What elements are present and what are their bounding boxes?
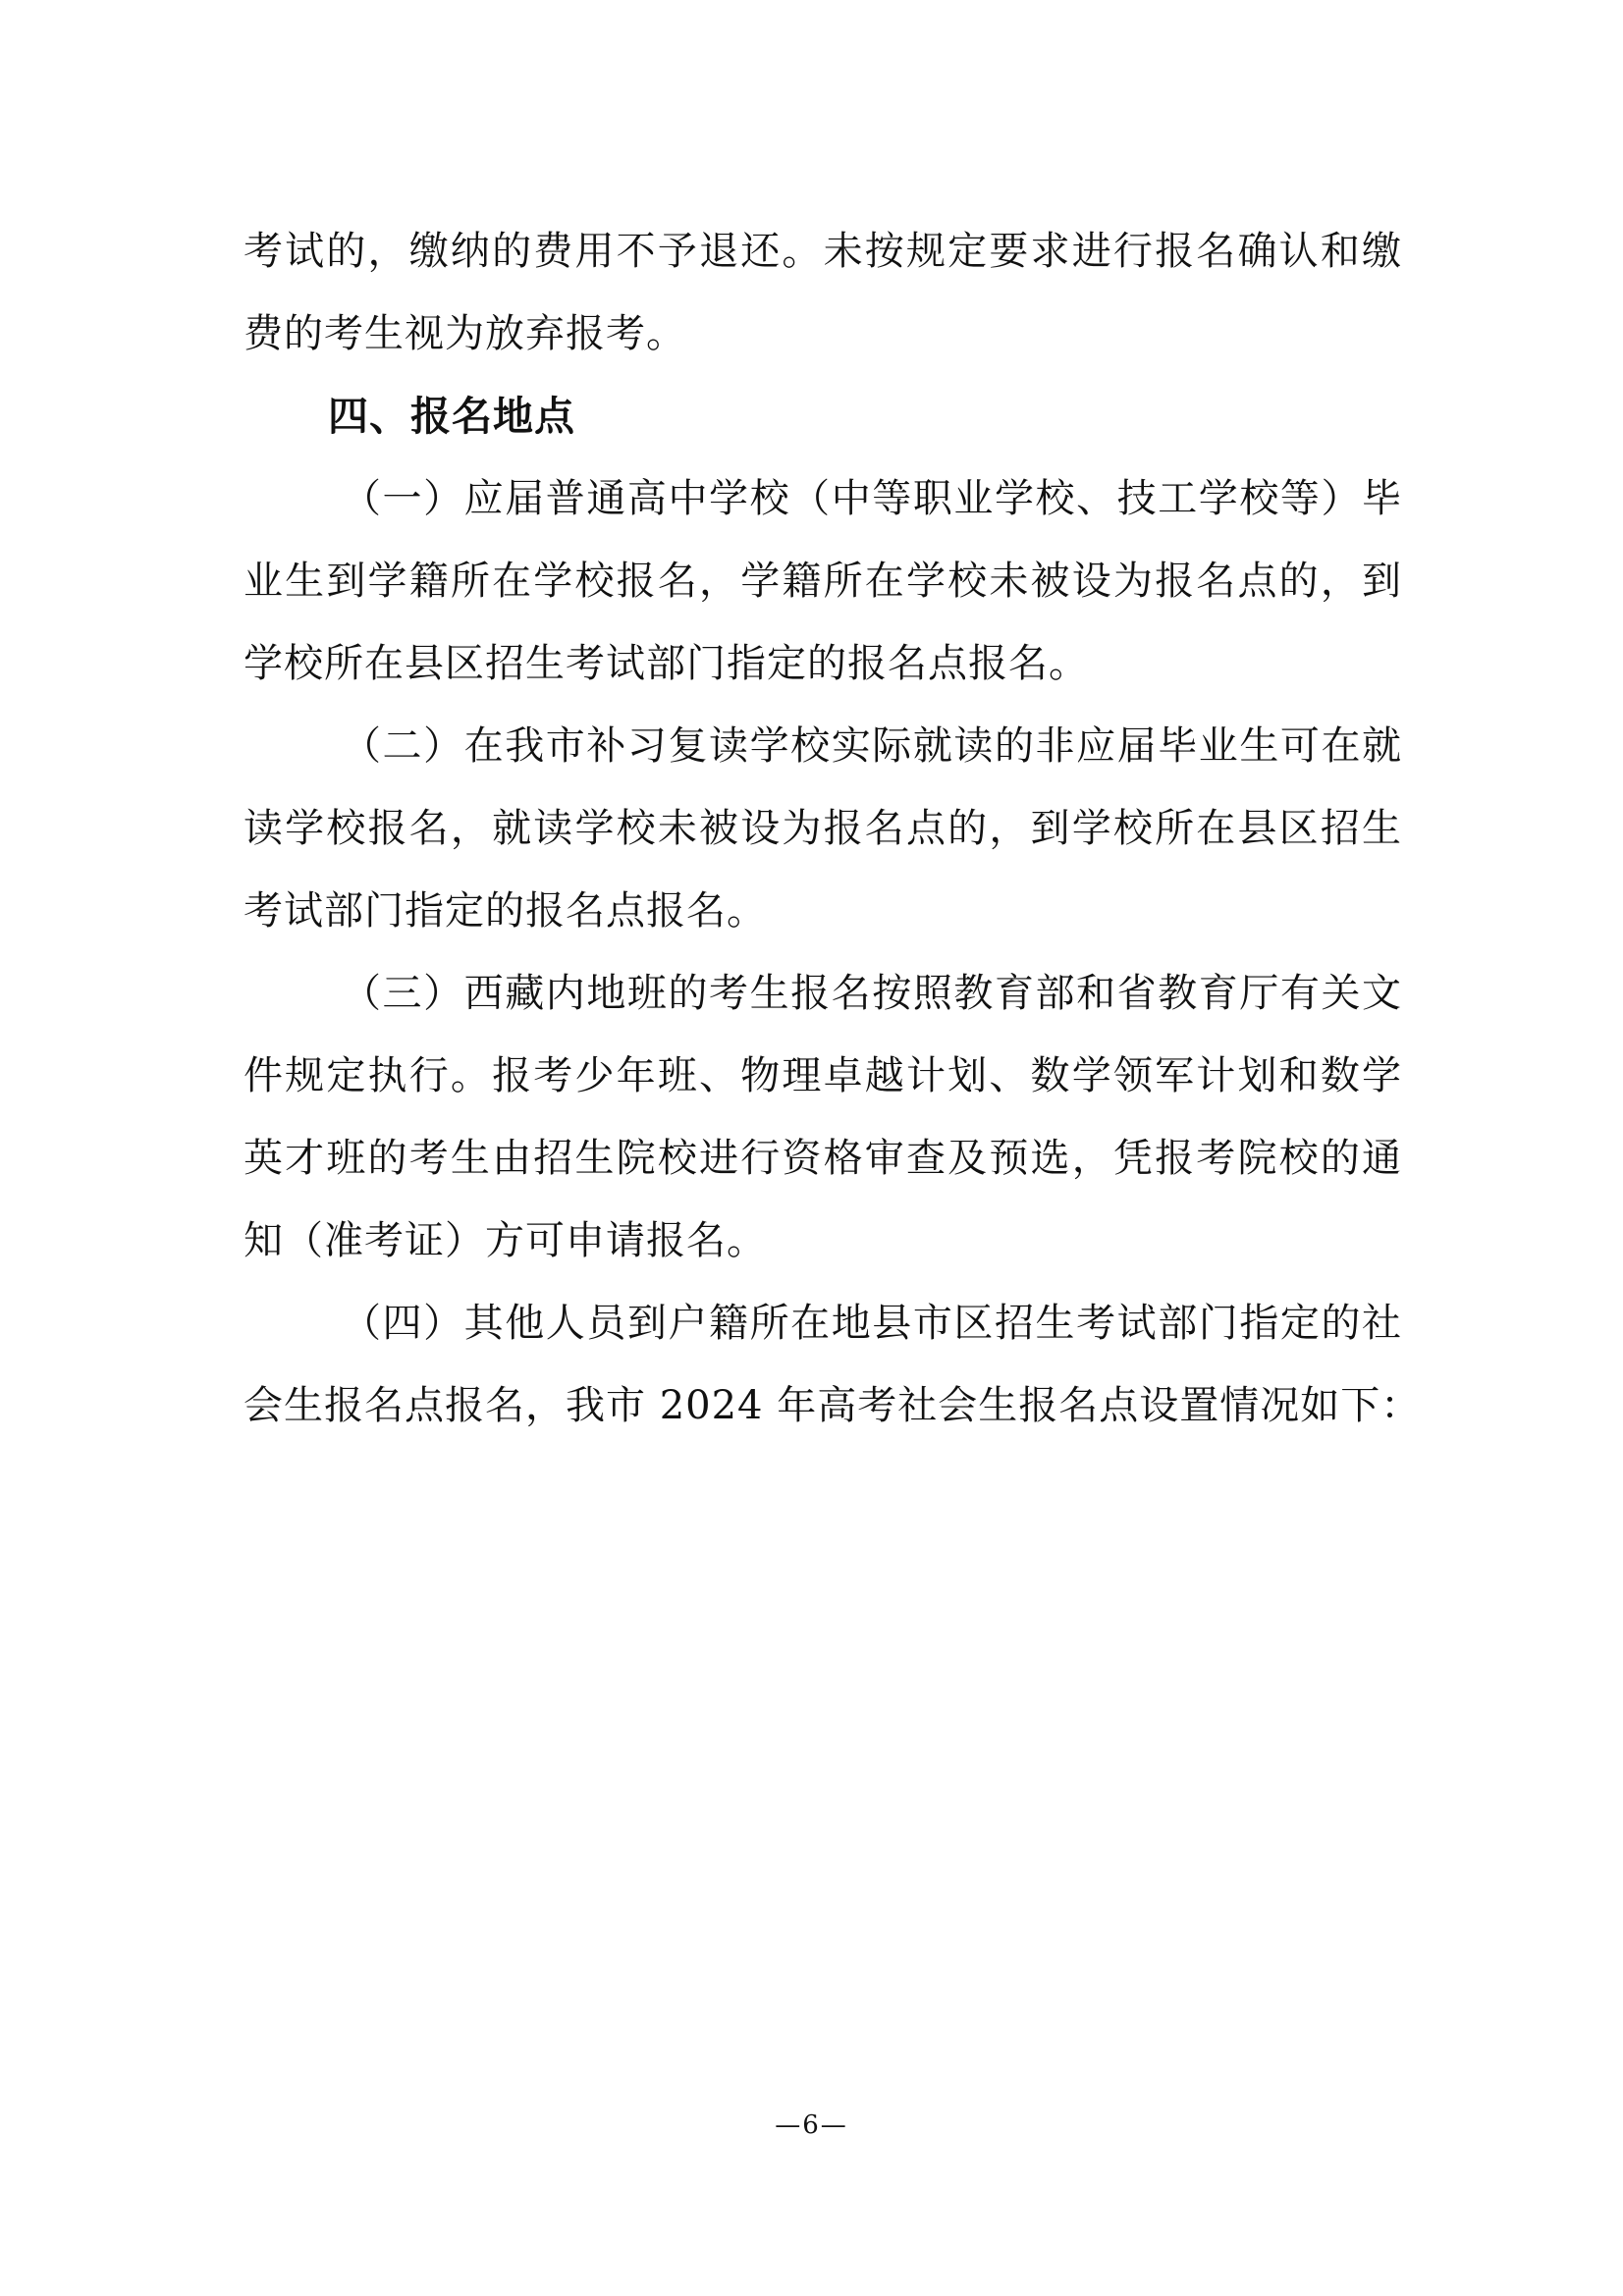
paragraph-line: 考试的，缴纳的费用不予退还。未按规定要求进行报名确认和缴 <box>243 229 1402 274</box>
paragraph-line: 学校所在县区招生考试部门指定的报名点报名。 <box>243 641 1089 686</box>
section-heading: 四、报名地点 <box>328 393 575 440</box>
paragraph-line: 会生报名点报名，我市 2024 年高考社会生报名点设置情况如下： <box>243 1383 1422 1428</box>
paragraph-line: 业生到学籍所在学校报名，学籍所在学校未被设为报名点的，到 <box>243 559 1402 604</box>
paragraph-line: 知（准考证）方可申请报名。 <box>243 1218 767 1263</box>
body-text <box>243 210 1422 1447</box>
paragraph-line: （二）在我市补习复读学校实际就读的非应届毕业生可在就 <box>342 723 1402 769</box>
paragraph-line: （一）应届普通高中学校（中等职业学校、技工学校等）毕 <box>342 476 1402 521</box>
page-number: —6— <box>775 2110 848 2140</box>
paragraph-line: （三）西藏内地班的考生报名按照教育部和省教育厅有关文 <box>342 971 1402 1016</box>
paragraph-line: 读学校报名，就读学校未被设为报名点的，到学校所在县区招生 <box>243 806 1402 851</box>
paragraph-line: （四）其他人员到户籍所在地县市区招生考试部门指定的社 <box>342 1301 1402 1346</box>
paragraph-line: 费的考生视为放弃报考。 <box>243 311 686 356</box>
paragraph-line: 件规定执行。报考少年班、物理卓越计划、数学领军计划和数学 <box>243 1053 1402 1098</box>
paragraph-line: 英才班的考生由招生院校进行资格审查及预选，凭报考院校的通 <box>243 1136 1402 1181</box>
paragraph-line: 考试部门指定的报名点报名。 <box>243 888 767 934</box>
